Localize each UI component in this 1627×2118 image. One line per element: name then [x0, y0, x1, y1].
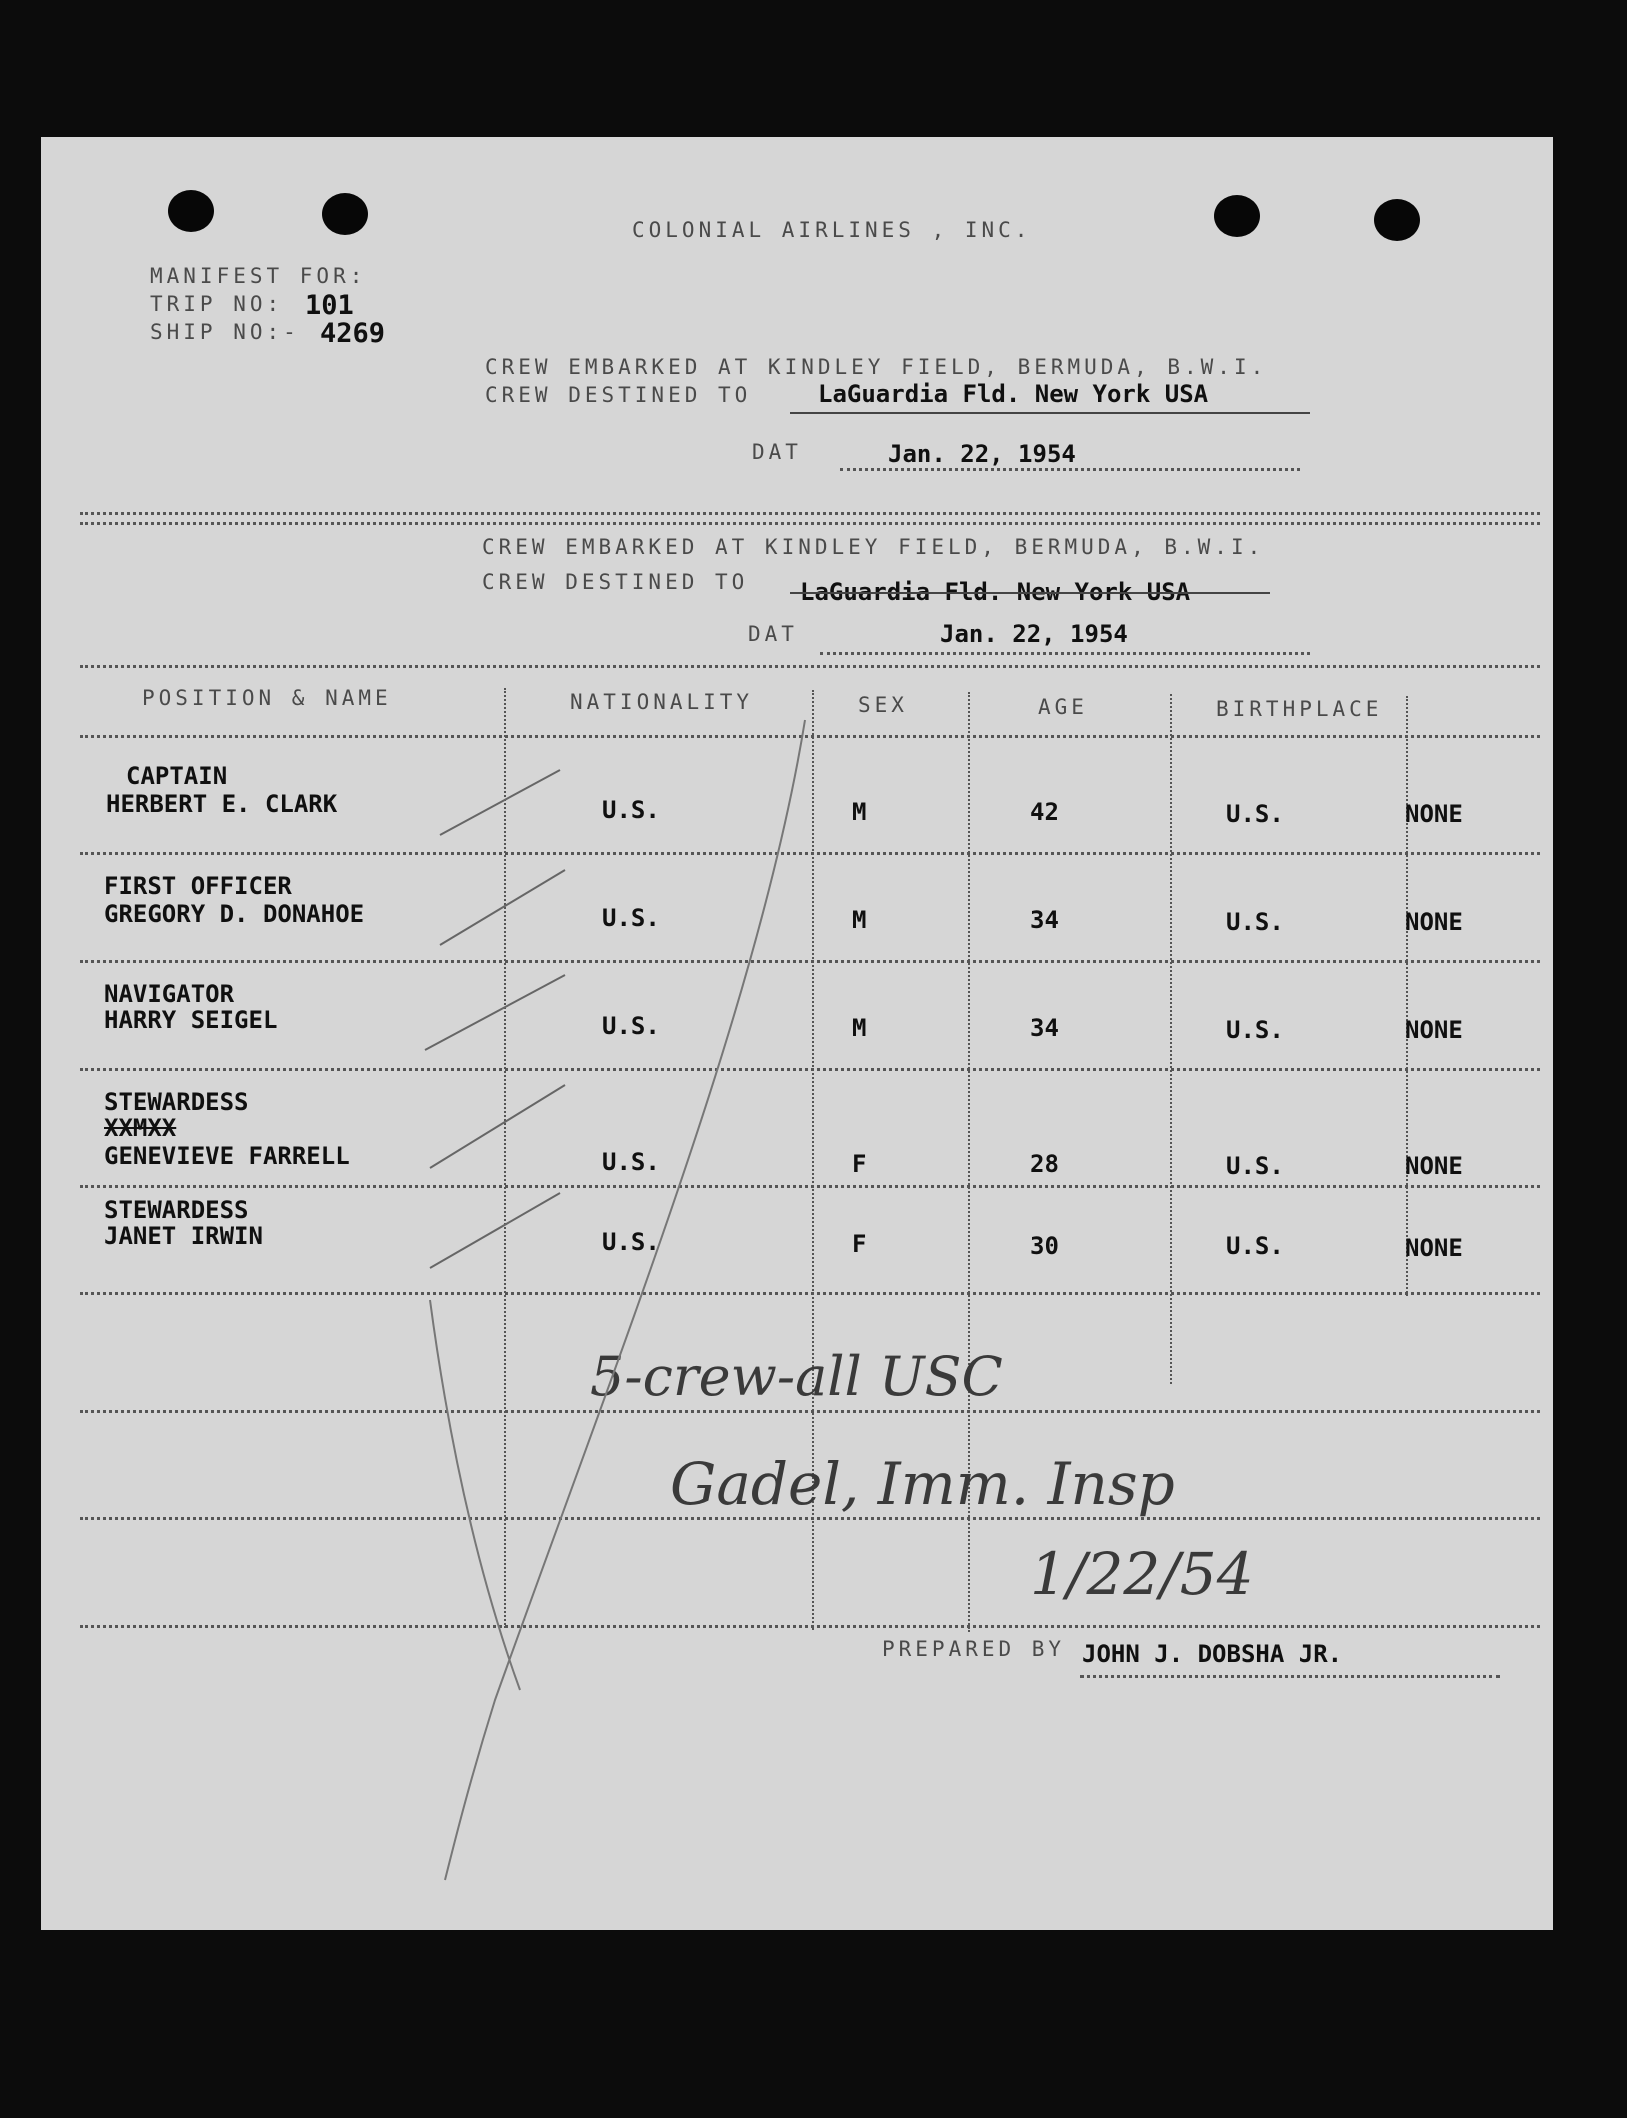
header-position-name: POSITION & NAME [142, 686, 392, 710]
row-5-birthplace: U.S. [1226, 1232, 1284, 1260]
row-1-extra: NONE [1405, 800, 1463, 828]
row-2-name: GREGORY D. DONAHOE [104, 900, 365, 928]
manifest-label: MANIFEST FOR: [150, 264, 367, 288]
row-3-birthplace: U.S. [1226, 1016, 1284, 1044]
row-1-birthplace: U.S. [1226, 800, 1284, 828]
handwritten-crew-note: 5-crew-all USC [590, 1345, 1003, 1408]
destination-1: LaGuardia Fld. New York USA [818, 380, 1209, 408]
row-1-age: 42 [1030, 798, 1059, 826]
date-1: Jan. 22, 1954 [888, 440, 1076, 468]
handwritten-signature: Gadel, Imm. Insp [670, 1450, 1175, 1518]
header-sex: SEX [858, 693, 908, 717]
ship-number: 4269 [320, 318, 386, 349]
row-3-age: 34 [1030, 1014, 1059, 1042]
row-5-extra: NONE [1405, 1234, 1463, 1262]
date-label-2: DAT [748, 622, 798, 646]
row-4-struck-text: XXMXX [104, 1114, 177, 1142]
destination-2: LaGuardia Fld. New York USA [800, 578, 1191, 606]
handwritten-date: 1/22/54 [1030, 1540, 1254, 1608]
row-1-nationality: U.S. [602, 796, 660, 824]
row-3-name: HARRY SEIGEL [104, 1006, 278, 1034]
destined-label-1: CREW DESTINED TO [485, 383, 752, 407]
embarked-line-2: CREW EMBARKED AT KINDLEY FIELD, BERMUDA, B.W.I. [482, 535, 1265, 559]
row-2-nationality: U.S. [602, 904, 660, 932]
date-2: Jan. 22, 1954 [940, 620, 1128, 648]
row-3-nationality: U.S. [602, 1012, 660, 1040]
row-5-name: JANET IRWIN [104, 1222, 263, 1250]
trip-number: 101 [305, 290, 354, 321]
row-4-extra: NONE [1405, 1152, 1463, 1180]
header-age: AGE [1038, 695, 1088, 719]
row-2-sex: M [852, 906, 867, 934]
prepared-by: JOHN J. DOBSHA JR. [1082, 1640, 1343, 1668]
row-3-sex: M [852, 1014, 867, 1042]
company-name: COLONIAL AIRLINES , INC. [632, 218, 1032, 242]
embarked-line-1: CREW EMBARKED AT KINDLEY FIELD, BERMUDA, B.W.I. [485, 355, 1268, 379]
row-2-position: FIRST OFFICER [104, 872, 292, 900]
row-4-age: 28 [1030, 1150, 1059, 1178]
row-4-nationality: U.S. [602, 1148, 660, 1176]
row-2-extra: NONE [1405, 908, 1463, 936]
row-4-sex: F [852, 1150, 867, 1178]
destined-label-2: CREW DESTINED TO [482, 570, 749, 594]
row-4-position: STEWARDESS [104, 1088, 249, 1116]
row-1-position: CAPTAIN [126, 762, 228, 790]
ship-label: SHIP NO:- [150, 320, 300, 344]
row-5-nationality: U.S. [602, 1228, 660, 1256]
row-4-birthplace: U.S. [1226, 1152, 1284, 1180]
trip-label: TRIP NO: [150, 292, 284, 316]
row-1-sex: M [852, 798, 867, 826]
row-3-extra: NONE [1405, 1016, 1463, 1044]
row-3-position: NAVIGATOR [104, 980, 235, 1008]
row-1-name: HERBERT E. CLARK [106, 790, 338, 818]
row-5-age: 30 [1030, 1232, 1059, 1260]
row-5-position: STEWARDESS [104, 1196, 249, 1224]
header-birthplace: BIRTHPLACE [1216, 697, 1383, 721]
row-2-birthplace: U.S. [1226, 908, 1284, 936]
header-nationality: NATIONALITY [570, 690, 754, 714]
row-5-sex: F [852, 1230, 867, 1258]
prepared-label: PREPARED BY [882, 1637, 1066, 1661]
date-label-1: DAT [752, 440, 802, 464]
row-4-name: GENEVIEVE FARRELL [104, 1142, 350, 1170]
row-2-age: 34 [1030, 906, 1059, 934]
